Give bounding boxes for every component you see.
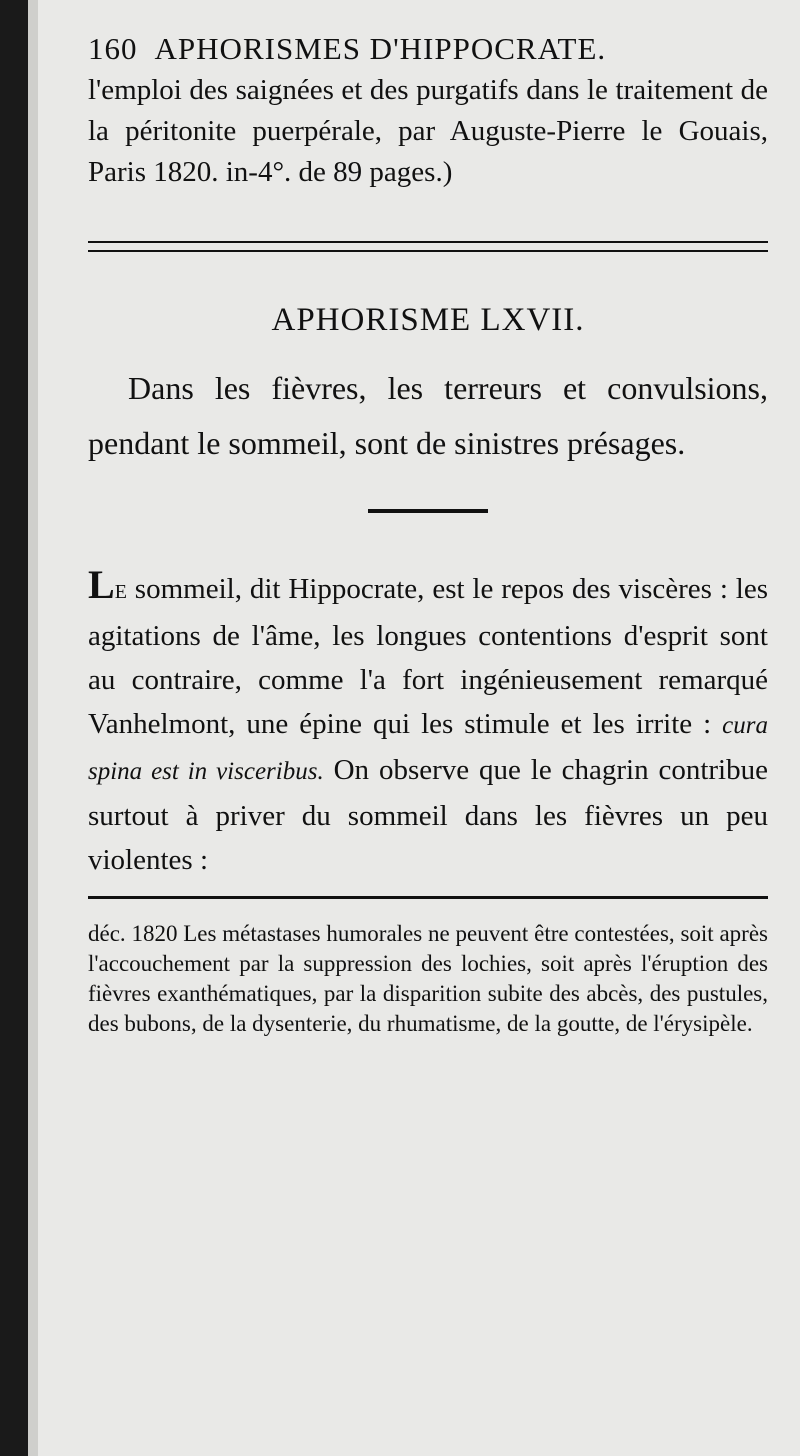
page-number: 160: [88, 31, 138, 66]
aphorism-text: Dans les fièvres, les terreurs et convulsions, pendant le sommeil, sont de sinistres présages.: [88, 370, 768, 461]
intro-paragraph: l'emploi des saignées et des purgatifs dans le traitement de la péritonite puerpérale, par Auguste-Pierre le Gouais, Paris 1820. in-4°. de 89 pages.): [88, 74, 768, 188]
book-page: [28, 0, 800, 1456]
double-rule-divider: [88, 241, 768, 252]
running-title: APHORISMES D'HIPPOCRATE.: [154, 31, 607, 66]
commentary-text-end: On observe que le chagrin contribue surtout à priver du sommeil dans les fièvres un peu violentes :: [88, 754, 768, 876]
footnote: déc. 1820 Les métastases humorales ne peuvent être contestées, soit après l'accouchement par la suppression des lochies, soit après l'éruption des fièvres exanthématiques, par la disparition subite des abcès, des pustules, des bubons, de la dysenterie, du rhumatisme, de la goutte, de l'érysipèle.: [88, 921, 768, 1036]
page-gutter: [28, 0, 38, 1456]
commentary-text-start: sommeil, dit Hippocrate, est le repos des viscères : les agitations de l'âme, les longues contentions d'esprit sont au contraire, comme l'a fort ingénieusement remarqué Vanhelmont, une épine qui les stimule et les irrite :: [88, 573, 768, 740]
small-caps: E: [114, 581, 127, 603]
commentary-paragraph: [88, 563, 768, 882]
aphorism-title: APHORISME LXVII.: [271, 302, 585, 338]
page-content: [88, 28, 768, 1039]
running-header: [88, 28, 768, 70]
drop-cap: L: [88, 562, 115, 607]
latin-quote: cura spina est in visceribus.: [88, 712, 768, 785]
short-rule-divider: [368, 509, 488, 513]
footnote-rule: [88, 896, 768, 899]
